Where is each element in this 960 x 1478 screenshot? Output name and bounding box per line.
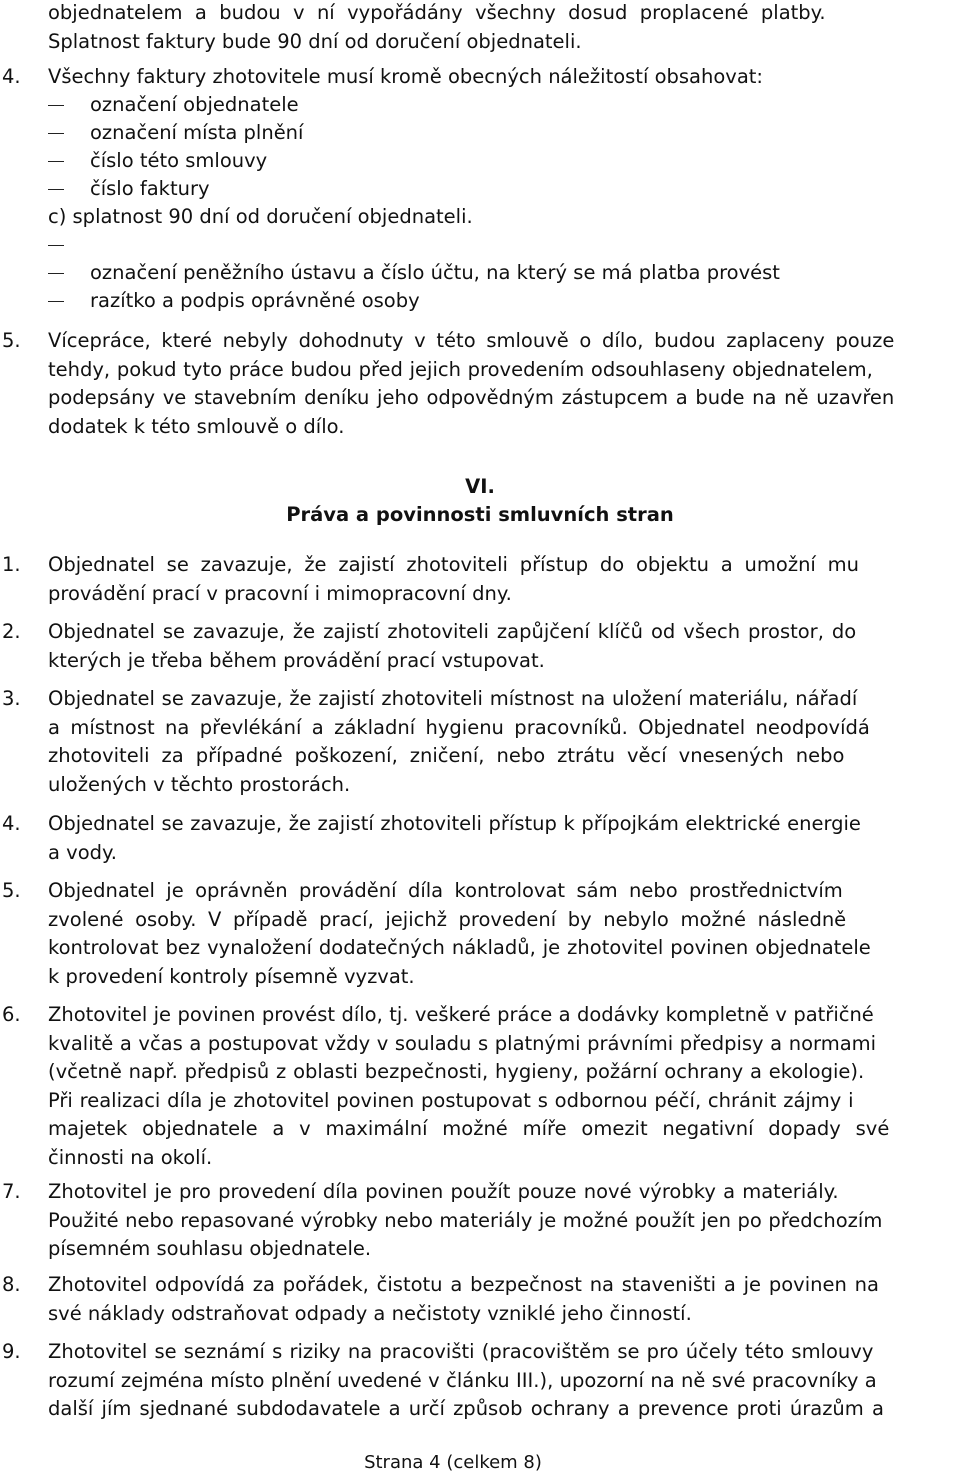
paragraph-line: tehdy, pokud tyto práce budou před jejich provedením odsouhlaseny objednatelem, [48, 357, 873, 381]
list-number: 3. [2, 687, 21, 710]
paragraph-line: k provedení kontroly písemně vyzvat. [48, 964, 415, 988]
list-number: 4. [2, 812, 21, 835]
paragraph-line: kterých je třeba během provádění prací vstupovat. [48, 648, 545, 672]
list-item-text [48, 877, 958, 991]
dash-icon [48, 189, 64, 190]
bullet-text: označení místa plnění [90, 121, 304, 144]
paragraph-line: uložených v těchto prostorách. [48, 772, 351, 796]
dash-icon [48, 245, 64, 246]
bullet-text: označení objednatele [90, 93, 299, 116]
paragraph-line: a místnost na převlékání a základní hygienu pracovníků. Objednatel neodpovídá [48, 715, 870, 739]
dash-icon [48, 133, 64, 134]
dash-icon [48, 161, 64, 162]
list-number: 4. [2, 65, 21, 88]
paragraph-line: Objednatel se zavazuje, že zajistí zhotoviteli přístup do objektu a umožní mu [48, 553, 860, 576]
dash-icon [48, 273, 64, 274]
paragraph-line: další jím sjednané subdodavatele a určí způsob ochrany a prevence proti úrazům a [48, 1397, 884, 1420]
paragraph-line: zvolené osoby. V případě prací, jejichž provedení by nebylo možné následně [48, 907, 847, 931]
list-number: 6. [2, 1003, 21, 1026]
list-item-text [48, 810, 958, 867]
paragraph-line: Vícepráce, které nebyly dohodnuty v této smlouvě o dílo, budou zaplaceny pouze [48, 329, 895, 352]
paragraph-line: Objednatel se zavazuje, že zajistí zhotoviteli místnost na uložení materiálu, nářadí [48, 687, 858, 710]
list-item-text [48, 685, 958, 799]
paragraph-line: činnosti na okolí. [48, 1145, 213, 1169]
dash-icon [48, 301, 64, 302]
paragraph-line: Zhotovitel je povinen provést dílo, tj. veškeré práce a dodávky kompletně v patřičné [48, 1003, 874, 1026]
paragraph-line: provádění prací v pracovní i mimopracovní dny. [48, 581, 512, 605]
dash-icon [48, 105, 64, 106]
paragraph-line: zhotoviteli za případné poškození, zničení, nebo ztrátu věcí vnesených nebo [48, 744, 845, 767]
bullet-text: razítko a podpis oprávněné osoby [90, 289, 420, 312]
paragraph-line: Objednatel se zavazuje, že zajistí zhotoviteli zapůjčení klíčů od všech prostor, do [48, 620, 857, 643]
list-item-text [48, 1001, 958, 1172]
list-number: 1. [2, 553, 21, 576]
paragraph-line: (včetně např. předpisů z oblasti bezpečnosti, hygieny, požární ochrany a ekologie). [48, 1060, 865, 1083]
section-number: VI. [465, 475, 495, 498]
paragraph-line: a vody. [48, 840, 117, 864]
paragraph-line: kontrolovat bez vynaložení dodatečných nákladů, je zhotovitel povinen objednatele [48, 936, 871, 959]
list-item-text [48, 1178, 958, 1264]
bullet-text: číslo této smlouvy [90, 149, 268, 172]
paragraph-line: Zhotovitel se seznámí s riziky na pracovišti (pracovištěm se pro účely této smlouvy [48, 1340, 874, 1363]
paragraph-line: Použité nebo repasované výrobky nebo materiály je možné použít jen po předchozím [48, 1208, 883, 1232]
page-footer: Strana 4 (celkem 8) [364, 1452, 542, 1473]
paragraph-line: své náklady odstraňovat odpady a nečistoty vzniklé jeho činností. [48, 1301, 692, 1325]
list-item-text [48, 327, 958, 441]
paragraph-line: Objednatel je oprávněn provádění díla kontrolovat sám nebo prostřednictvím [48, 879, 843, 902]
section-title: Práva a povinnosti smluvních stran [286, 503, 674, 526]
list-number: 5. [2, 329, 21, 352]
c-line-text: c) splatnost 90 dní od doručení objednateli. [48, 205, 473, 228]
c-line [48, 203, 473, 231]
list-number: 7. [2, 1180, 21, 1203]
bullet-text: označení peněžního ústavu a číslo účtu, na který se má platba provést [90, 261, 780, 284]
list-item-text [48, 1271, 958, 1328]
paragraph-line: kvalitě a včas a postupovat vždy v souladu s platnými právními předpisy a normami [48, 1031, 877, 1055]
list-number: 9. [2, 1340, 21, 1363]
paragraph-line: majetek objednatele a v maximální možné míře omezit negativní dopady své [48, 1117, 890, 1140]
paragraph-line: Při realizaci díla je zhotovitel povinen postupovat s odbornou péčí, chránit zájmy i [48, 1088, 854, 1112]
list-number: 2. [2, 620, 21, 643]
list-item-text [48, 551, 958, 608]
paragraph-line: podepsány ve stavebním deníku jeho odpovědným zástupcem a bude na ně uzavřen [48, 386, 895, 409]
list-number: 5. [2, 879, 21, 902]
paragraph-line: Zhotovitel je pro provedení díla povinen použít pouze nové výrobky a materiály. [48, 1180, 839, 1203]
paragraph-line: dodatek k této smlouvě o dílo. [48, 414, 345, 438]
list-item-text: Všechny faktury zhotovitele musí kromě obecných náležitostí obsahovat: [48, 65, 763, 88]
intro-paragraph [48, 0, 958, 56]
list-item-text [48, 618, 958, 675]
paragraph-line: Zhotovitel odpovídá za pořádek, čistotu a bezpečnost na staveništi a je povinen na [48, 1273, 879, 1296]
paragraph-line: objednatelem a budou v ní vypořádány všechny dosud proplacené platby. [48, 1, 826, 24]
bullet-text: číslo faktury [90, 177, 210, 200]
list-number: 8. [2, 1273, 21, 1296]
paragraph-line: rozumí zejména místo plnění uvedené v článku III.), upozorní na ně své pracovníky a [48, 1368, 877, 1392]
list-item-text [48, 1338, 958, 1424]
paragraph-line: Splatnost faktury bude 90 dní od doručení objednateli. [48, 29, 582, 53]
paragraph-line: písemném souhlasu objednatele. [48, 1237, 372, 1260]
paragraph-line: Objednatel se zavazuje, že zajistí zhotoviteli přístup k přípojkám elektrické energie [48, 812, 861, 835]
